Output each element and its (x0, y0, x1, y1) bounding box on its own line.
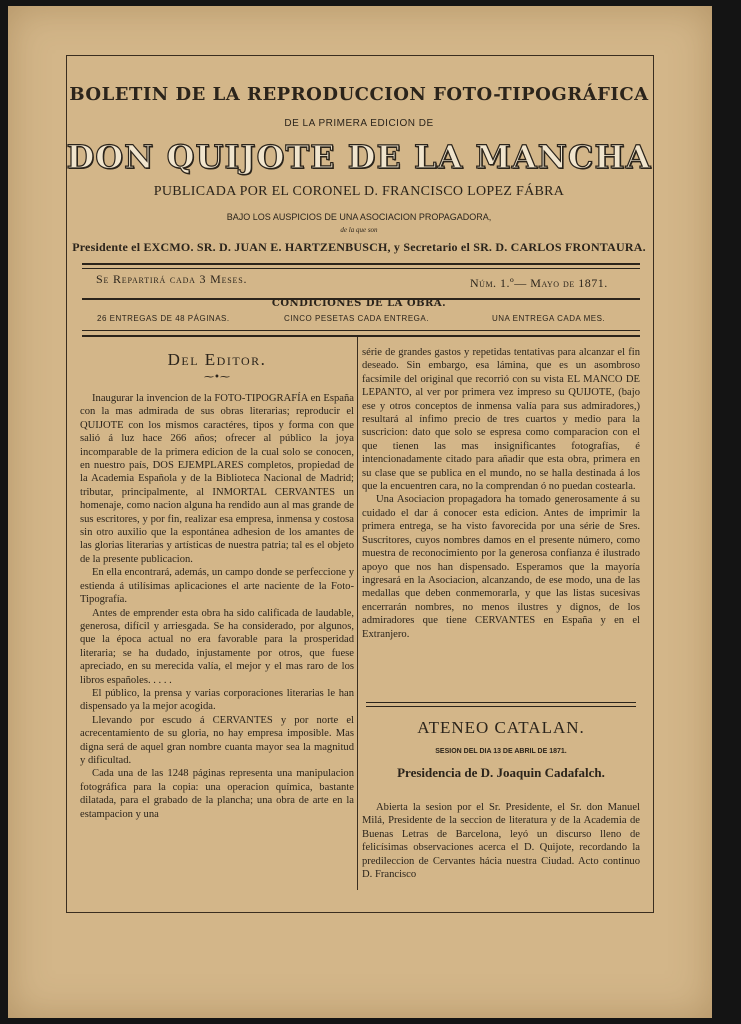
condition-item: UNA ENTREGA CADA MES. (492, 314, 606, 323)
column-divider (357, 337, 358, 890)
ornament-divider: ⁓•⁓ (204, 372, 230, 383)
ateneo-paragraph: Abierta la sesion por el Sr. Presidente, el Sr. don Manuel Milá, Presidente de la seccion de literatura y de la Academia de Buenas Letras de Barcelona, leyó un discurso lleno de felicísimas observaciones acerca el D. Quijote, recordando la predileccion de Cervantes hácia nuestra Ciudad. Acto continuo D. Francisco (362, 802, 640, 881)
editor-continuation (362, 346, 640, 641)
ateneo-session: SESION DEL DIA 13 DE ABRIL DE 1871. (435, 748, 567, 755)
auspices-line: BAJO LOS AUSPICIOS DE UNA ASOCIACION PROPAGADORA, (226, 212, 492, 222)
de-la-que-line: de la que son (340, 226, 378, 234)
editor-paragraph: El público, la prensa y varias corporaciones literarias le han dispensado ya la mejor acogida. (80, 687, 354, 713)
issue-number-date: Núm. 1.º— Mayo de 1871. (470, 276, 608, 290)
editor-paragraph: Cada una de las 1248 páginas representa una manipulacion fotográfica para la copia: una operacion química, bastante dilatada, para el grabado de la plancha; una obra de arte en la estampacion y una (80, 768, 354, 820)
editor-column (80, 340, 354, 821)
editor-paragraph: série de grandes gastos y repetidas tentativas para alcanzar el fin deseado. Sin embargo, esa lámina, que es un asombroso facsímile del original que recorrió con su vista EL MANCO DE LEPANTO, al ver por primera vez impreso su QUIJOTE, (bajo ese y otros conceptos de inmensa valía para sus admiradores,) resultará al ínfimo precio de tres cuartos y medio para la suscricion: dato que solo se espresa como comparacion con el que tienen las mas insignificantes fotografías, é intencionadamente citado para añadir que esta obra, primera en su clase que se publica en el mundo, no se halla destinada á los que la encuentren cara, no la comprendan ó no puedan costearla. (362, 347, 640, 493)
officers-line: Presidente el EXCMO. SR. D. JUAN E. HARTZENBUSCH, y Secretario el SR. D. CARLOS FRONTAURA. (72, 240, 646, 254)
header-rule (82, 263, 640, 265)
publisher-line: PUBLICADA POR EL CORONEL D. FRANCISCO LOPEZ FÁBRA (153, 184, 565, 199)
condition-item: 26 ENTREGAS DE 48 PÁGINAS. (97, 314, 230, 323)
masthead-subtitle: BOLETIN DE LA REPRODUCCION FOTO-TIPOGRÁFICA (69, 84, 649, 105)
header-rule (82, 268, 640, 269)
ateneo-presidency: Presidencia de D. Joaquin Cadafalch. (397, 765, 605, 780)
header-rule (82, 335, 640, 337)
editor-paragraph: Una Asociacion propagadora ha tomado generosamente á su cuidado el dar á conocer esta edicion. Antes de imprimir la primera entrega, se ha visto favorecida por una série de Sres. Suscritores, cuyos nombres damos en el presente número, como muestra de reconocimiento por la generosa confianza é ilustrado apoyo que nos han dispensado. Esperamos que la mayoría ingresará en la Asociacion, alcanzando, de ese modo, una de las medallas que deben conmemorarla, y que las listas sucesivas encerrarán nombres, no menos ilustres y dignos, de los admiradores que tiene CERVANTES en España y en el Extranjero. (362, 494, 640, 640)
editor-paragraph: Inaugurar la invencion de la FOTO-TIPOGRAFÍA en España con la mas admirada de sus obras literarias; reproducir el QUIJOTE con los mismos caractéres, tipos y forma con que salió á luz hace 266 años; ofrecer al público la joya incomparable de la primera edicion de la cual solo se conocen, en nuestro país, DOS EJEMPLARES completos, propiedad de la Academia Española y de la Biblioteca Nacional de Madrid; tributar, principalmente, al INMORTAL CERVANTES un homenaje, como nacion alguna ha rendido aun al mas grande de sus escritores, y por fin, realizar esa empresa, inmensa y costosa sin otro auxilio que la espontánea adhesion de los amantes de las glorias literarias y artísticas de nuestra patria; tal es el objeto de la presente publicacion. (80, 393, 354, 565)
masthead-title: DON QUIJOTE DE LA MANCHA (66, 138, 652, 176)
editor-paragraph: Antes de emprender esta obra ha sido calificada de laudable, generosa, difícil y arriesgada. Se ha considerado, por algunos, que la época actual no era favorable para la prosperidad literaria; se ha dudado, injustamente por otros, que fuese apreciado, en su merecida valía, el mejor y el mas raro de los libros españoles. . . . . (80, 607, 354, 686)
frequency-note: Se Repartirá cada 3 Meses. (96, 272, 248, 286)
masthead-edition: DE LA PRIMERA EDICION DE (284, 118, 434, 129)
conditions-title: CONDICIONES DE LA OBRA. (271, 298, 447, 309)
section-rule (366, 702, 636, 703)
ateneo-heading: ATENEO CATALAN. (417, 718, 585, 737)
editor-heading: Del Editor. (167, 350, 267, 369)
editor-paragraph: En ella encontrará, además, un campo donde se perfeccione y estienda á utilísimas aplicaciones el arte naciente de la Foto-Tipografía. (80, 567, 354, 606)
ateneo-body (362, 801, 640, 881)
header-rule (82, 330, 640, 331)
condition-item: CINCO PESETAS CADA ENTREGA. (284, 314, 429, 323)
editor-paragraph: Llevando por escudo á CERVANTES y por norte el acrecentamiento de su gloria, no hay empresa imposible. Mas digna será de aquel gran nombre cuanta mayor sea la magnitud y dificultad. (80, 714, 354, 766)
section-rule (366, 706, 636, 707)
